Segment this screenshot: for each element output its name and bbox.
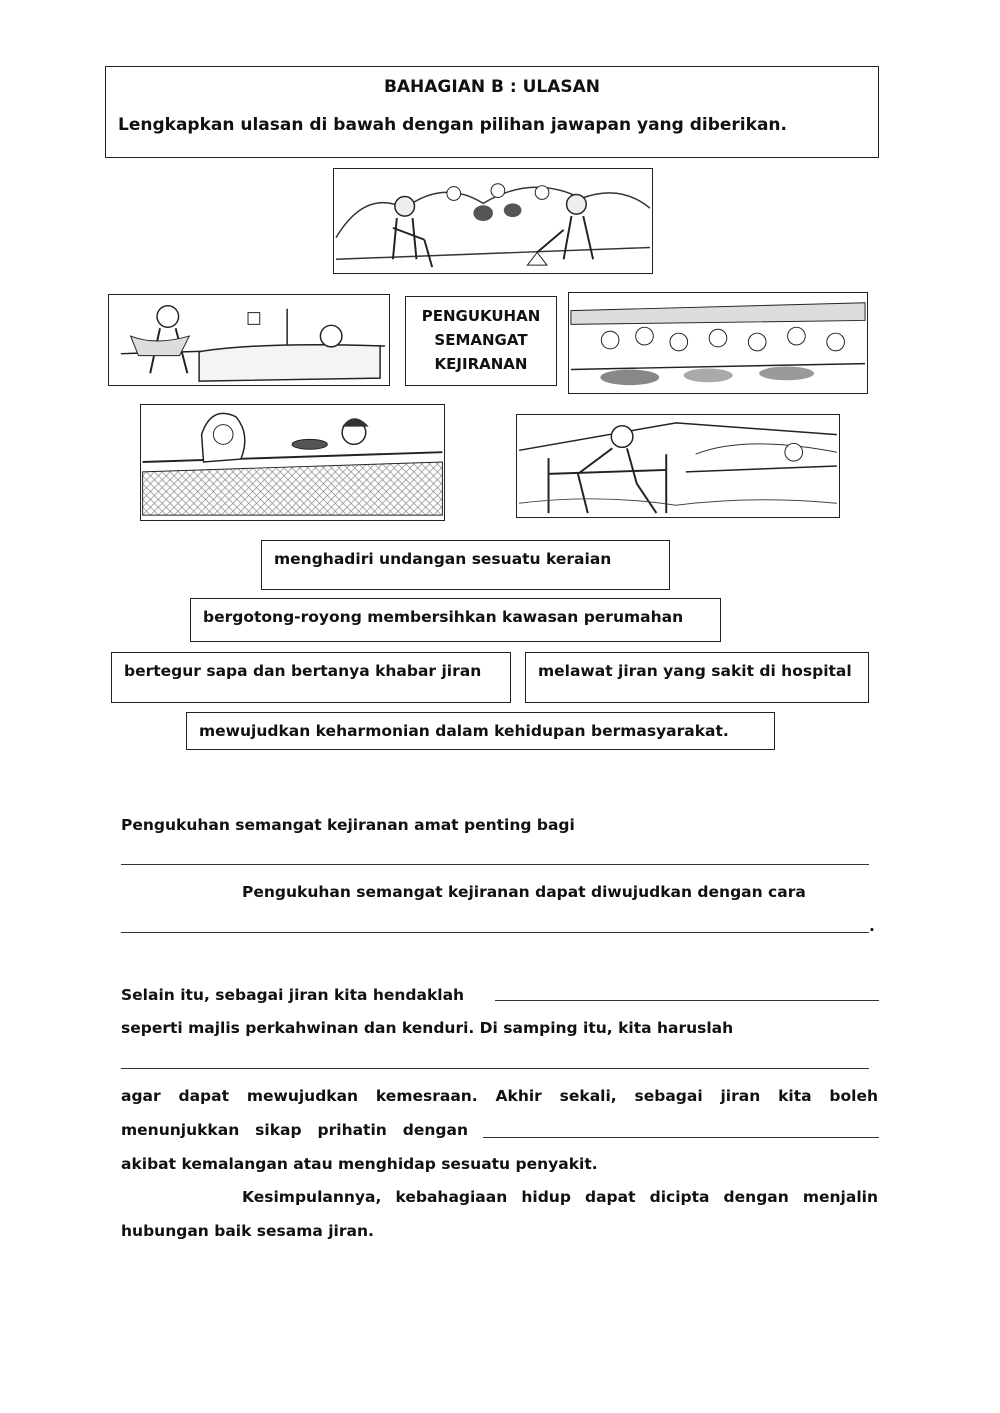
essay-line-7: akibat kemalangan atau menghidap sesuatu penyakit. bbox=[121, 1155, 598, 1173]
section-title: BAHAGIAN B : ULASAN bbox=[383, 77, 601, 97]
essay-line-2: Pengukuhan semangat kejiranan dapat diwujudkan dengan cara bbox=[242, 883, 806, 901]
essay-line-8: Kesimpulannya, kebahagiaan hidup dapat dicipta dengan menjalin bbox=[242, 1188, 878, 1206]
hospital-visit-icon bbox=[108, 294, 390, 386]
answer-blank-2[interactable] bbox=[121, 932, 869, 933]
option-bertegur-sapa[interactable]: bertegur sapa dan bertanya khabar jiran bbox=[111, 652, 511, 703]
answer-blank-1[interactable] bbox=[121, 864, 869, 865]
topic-label-line1: PENGUKUHAN bbox=[421, 307, 541, 325]
greeting-neighbour-icon bbox=[516, 414, 840, 518]
topic-label bbox=[405, 296, 557, 386]
gotong-royong-cleaning-icon bbox=[333, 168, 653, 274]
essay-line-9: hubungan baik sesama jiran. bbox=[121, 1222, 374, 1240]
essay-line-1: Pengukuhan semangat kejiranan amat penting bagi bbox=[121, 816, 575, 834]
period-mark: . bbox=[869, 917, 875, 935]
essay-line-3: Selain itu, sebagai jiran kita hendaklah bbox=[121, 986, 465, 1004]
sharing-food-icon bbox=[140, 404, 445, 521]
option-menghadiri[interactable]: menghadiri undangan sesuatu keraian bbox=[261, 540, 670, 590]
topic-label-line2: SEMANGAT bbox=[434, 331, 528, 349]
answer-blank-5[interactable] bbox=[483, 1137, 879, 1138]
topic-label-line3: KEJIRANAN bbox=[434, 355, 528, 373]
celebration-feast-icon bbox=[568, 292, 868, 394]
answer-blank-4[interactable] bbox=[121, 1068, 869, 1069]
essay-line-5: agar dapat mewujudkan kemesraan. Akhir sekali, sebagai jiran kita boleh bbox=[121, 1087, 878, 1105]
instruction-text: Lengkapkan ulasan di bawah dengan pilihan jawapan yang diberikan. bbox=[118, 115, 787, 135]
option-melawat-jiran[interactable]: melawat jiran yang sakit di hospital bbox=[525, 652, 869, 703]
essay-line-6: menunjukkan sikap prihatin dengan bbox=[121, 1121, 468, 1139]
option-bergotong-royong[interactable]: bergotong-royong membersihkan kawasan perumahan bbox=[190, 598, 721, 642]
header-box bbox=[105, 66, 879, 158]
option-mewujudkan[interactable]: mewujudkan keharmonian dalam kehidupan bermasyarakat. bbox=[186, 712, 775, 750]
answer-blank-3[interactable] bbox=[495, 1000, 879, 1001]
essay-line-4: seperti majlis perkahwinan dan kenduri. Di samping itu, kita haruslah bbox=[121, 1019, 734, 1037]
